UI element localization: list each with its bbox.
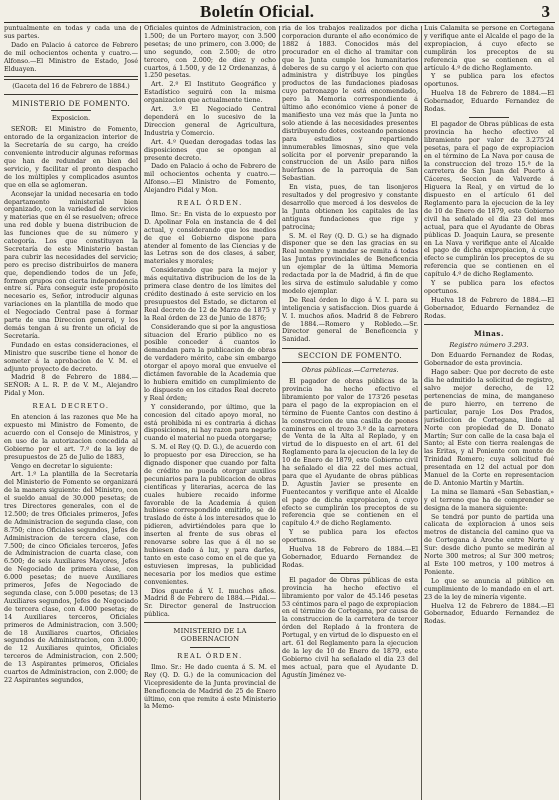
column-1	[4, 25, 138, 800]
paragraph: Ilmo. Sr.: En vista de lo expuesto por D. Apolinar Fola en instancia de 4 del actual, y considerando que los medios de que el Gobierno dispone para atender al fomento de las Ciencias y de las Letras son de dos clases, á saber, materiales y morales;	[144, 209, 276, 266]
masthead	[0, 0, 559, 24]
section-rule	[4, 76, 138, 79]
short-rule	[190, 647, 230, 648]
paragraph: S. M. el Rey (Q. D. G.), de acuerdo con lo propuesto por esa Direccion, se ha dignado disponer que cuando por falta de crédito no pueda otorgar auxilios pecuniarios para la publicacion de obras científicas y literarias, acerca de las cuales hubiere recaido informe favorable de la Academia á quien hubiese correspondido emitirlo, se dé traslado de éste á los interesados que lo pidieren, advirtiéndoles para que lo inserten al frente de sus obras el renovarse sobre las que á él no se hubiesen dado á luz, y para darles, tanto en este caso como en el de que ya estuviesen impresas, la publicidad necesaria por los medios que estime convenientes.	[144, 443, 276, 586]
paragraph: Lo que se anuncia al público en cumplimiento de lo mandado en el art. 23 de la ley de minería vigente.	[424, 576, 554, 601]
paragraph: De Real órden lo digo á V. I. para su inteligencia y satisfaccion. Dios guarde á V. I. muchos años. Madrid 8 de Febrero de 1884.—Romero y Robledo.—Sr. Director general de Beneficencia y Sanidad.	[282, 295, 418, 344]
publication-title: Boletín Oficial.	[200, 2, 315, 21]
gazette-citation: (Gaceta del 16 de Febrero de 1884.)	[12, 81, 130, 90]
paragraph: Huelva 12 de Febrero de 1884.—El Gobernador, Eduardo Fernandez de Rodas.	[424, 601, 554, 626]
short-rule	[469, 117, 509, 118]
paragraph: Luis Calamita se persone en Cortegana y verifique ante el Alcalde el pago de la expropiacion, á cuyo efecto se cumplirán los preceptos de su referencia que se contienen en el artículo 4.º de dicho Reglamento.	[424, 25, 554, 72]
paragraph: Fundado en estas consideraciones, el Ministro que suscribe tiene el honor de someter á la aprobacion de V. M. el adjunto proyecto de decreto.	[4, 340, 138, 373]
section-box	[282, 348, 418, 363]
section-rule	[144, 622, 276, 623]
real-orden-heading: REAL ÓRDEN.	[177, 651, 243, 660]
paragraph: Considerando que si por la angustiosa situacion del Erario público no es posible conceder á cuantos lo demandan para la publicacion de obras de verdadero mérito, cabe sin embargo otorgar el apoyo moral que envuelve el dictámen favorable de la Academia que lo hubiera emitido en cumplimiento de lo dispuesto en los citados Real decreto y Real órden;	[144, 322, 276, 402]
short-rule	[330, 573, 370, 574]
paragraph: Y se publica para los efectos oportunos.	[424, 72, 554, 89]
paragraph: En vista, pues, de tan lisonjeros resultados y del progresivo y constante desarrollo que merced á los desvelos de la Junta obtienen los capitales de las antiguas fundaciones que rige y patrocina;	[282, 183, 418, 231]
ministry-heading: MINISTERIO DE FOMENTO.	[11, 98, 131, 108]
paragraph: Don Eduardo Fernandez de Rodas, Gobernador de esta provincia.	[424, 351, 554, 368]
paragraph: Se tendrá por punto de partida una calicata de exploracion á unos seis metros de distancia del camino que va de Cortegana á Aroche entre Norte y Sur: desde dicho punto se medirán al Norte 300 metros; al Sur 300 metros; al Este 100 metros, y 100 metros á Poniente.	[424, 512, 554, 576]
column-3	[282, 25, 418, 800]
page-number: 3	[541, 2, 550, 21]
ministry-heading: MINISTERIO DE LA GOBERNACION	[173, 627, 247, 644]
paragraph: El pagador de Obras públicas de esta provincia ha hecho efectivo el libramiento por valor de 3.275'24 pesetas, para el pago de expropiacion en el término de La Nava por causa de la construccion del trozo 15.º de la carretera de San Juan del Puerto á Cáceres, Seccion de Valverde á Higuera la Real, y en virtud de lo dispuesto en el artículo 61 del Reglamento para la ejecucion de la ley de 10 de Enero de 1879, este Gobierno civil ha señalado el dia 23 del mes actual, para que el Ayudante de Obras públicas D. Joaquin Laura, se presente en La Nava y verifique ante el Alcalde el pago de dicha expropiacion, á cuyo efecto se cumplirán los preceptos de su referencia que se contienen en el capítulo 4.º de dicho Reglamento.	[424, 119, 554, 279]
paragraph: El pagador de Obras públicas de esta provincia ha hecho efectivo el libramiento por valor de 45.146 pesetas 53 céntimos para el pago de expropiacion en el término de Cortegana, por causa de la construccion de la carretera de tercer órden del Replado á la frontera de Portugal, y en virtud de lo dispuesto en el art. 61 del Reglamento para la ejecucion de la ley de 10 de Enero de 1879, este Gobierno civil ha señalado el dia 23 del mes actual, para que el Ayudante D. Agustín Jiménez ve-	[282, 575, 418, 679]
exposicion-heading: Exposicion.	[51, 114, 91, 123]
paragraph: Art. 4.º Quedan derogadas todas las disposiciones que se opongan al presente decreto.	[144, 137, 276, 162]
paragraph: Ilmo. Sr.: He dado cuenta á S. M. el Rey (Q. D. G.) de la comunicacion del Vicepresidente de la Junta provincial de Beneficencia de Madrid de 25 de Enero último, con que remite á este Ministerio la Memo-	[144, 662, 276, 711]
paragraph: Considerando que para la mejor y más equitativa distribucion de los de la primera clase dentro de los límites del crédito destinado á este servicio en los presupuestos del Estado, se dictaron el Real decreto de 12 de Marzo de 1875 y la Real órden de 23 de Junio de 1876;	[144, 266, 276, 322]
registro-heading: Registro número 3.293.	[449, 340, 529, 349]
paragraph: Vengo en decretar lo siguiente:	[11, 461, 113, 470]
subsection-heading: Obras públicas.—Carreteras.	[301, 366, 399, 375]
real-decreto-heading: REAL DECRETO.	[32, 402, 110, 411]
paragraph: La mina se llamará «San Sebastian,» y el terreno que ha de comprender se designa de la manera siguiente:	[424, 487, 554, 512]
paragraph: ria de los trabajos realizados por dicha corporacion durante el año económico de 1882 á 1883. Conocidos más del procurador en el dicho al tramitar con que la Junta cumple los humanitarios deberes de su cargo y el acierto con que administra y distribuye los pingües productos de las fundaciones piadosas cuyo patronazgo le está encomendado, pero la Memoria correspondiente á último año económico viene á poner de manifiesto una vez más que la Junta no solo atiende á las necesidades presentes distribuyendo dotes, costeando pensiones para estudios y repartiendo innumerables limosnas, sino que vela solícita por el porvenir preparando la construccion de un Asilo para niños huérfanos de la parroquia de San Sebastian.	[282, 25, 418, 183]
minas-heading: Minas.	[473, 328, 504, 338]
paragraph: Dado en Palacio á catorce de Febrero de mil ochocientos ochenta y cuatro.—Alfonso.—El Ministro de Estado, José Elduayen.	[4, 40, 138, 73]
paragraph: Hago saber: Que por decreto de este dia he admitido la solicitud de registro, salvo mejor derecho, de 12 pertenencias de mina, de manganeso de puro hierro, en terreno de particular, paraje Los Dos Prados, jurisdiccion de Cortegana, linde al Norte con propiedad de D. Donato Martín; Sur con calle de la casa baja el Santo; al Este con tierra realengas de las Eritas, y al Poniente con monte de Trinidad Romero; cuya solicitud fué presentada en 12 del actual por don Manuel de la Corte en representacion de D. Antonio Martín y Martín.	[424, 368, 554, 487]
paragraph: Y se publica para los efectos oportunos.	[282, 528, 418, 545]
paragraph: puntualmente en todas y cada una de sus partes.	[4, 25, 138, 40]
section-heading: SECCION DE FOMENTO.	[297, 351, 403, 361]
paragraph: Art. 1.º La plantilla de la Secretaría del Ministerio de Fomento se organizará de la manera siguiente: del Ministro, con el sueldo anual de 30.000 pesetas; de tres Directores generales, con el de 12.500; de tres Oficiales primeros, Jefes de Administracion de segunda clase, con 8.750; cinco Oficiales segundos, Jefes de Administracion de tercera clase, con 7.500; de cinco Oficiales terceros, Jefes de Administracion de cuarta clase, con 6.500; de seis Auxiliares Mayores, Jefes de Negociado de primera clase, con 6.000 pesetas; de nueve Auxiliares primeros, Jefes de Negociado de segunda clase, con 5.000 pesetas; de 13 Auxiliares segundos, Jefes de Negociado de tercera clase, con 4.000 pesetas; de 14 Auxiliares terceros, Oficiales primeros de Administracion, con 3.500; de 18 Auxiliares cuartos, Oficiales segundos de Administracion, con 3.000; de 12 Auxiliares quintos, Oficiales terceros de Administracion, con 2.500; de 13 Aspirantes primeros, Oficiales cuartos de Administracion, con 2.000; de 22 Aspirantes segundos,	[4, 470, 138, 684]
paragraph: El pagador de obras públicas de la provincia ha hecho efectivo el libramiento por valor de 173'26 pesetas para el pago de la expropiacion en el término de Fuente Cantos con destino á la construccion de una casilla de peones camineros en el trozo 3.º de la carretera de Venta de la Alta al Replado, y en virtud de lo dispuesto en el art. 61 del Reglamento para la ejecucion de la ley de 10 de Enero de 1879, este Gobierno civil ha señalado el dia 22 del mes actual, para que el Ayudante de obras públicas D. Agustín Javier se presente en Fuentecantos y verifique ante el Alcalde el pago de dicha expropiacion, á cuyo efecto se cumplirán los preceptos de su referencia que se contienen en el capítulo 4.º de dicho Reglamento.	[282, 377, 418, 528]
paragraph: Art. 2.º El Instituto Geográfico y Estadístico seguirá con la misma organizacion que actualmente tiene.	[144, 80, 276, 105]
paragraph: Art. 3.º El Negociado Central dependerá en lo sucesivo de la Direccion general de Agricultura, Industria y Comercio.	[144, 105, 276, 137]
real-orden-heading: REAL ÓRDEN.	[177, 199, 243, 208]
section-rule	[424, 324, 554, 325]
paragraph: Y considerando, por último, que la concesion del citado apoyo moral, no está prohibida ni es contraria á dichas disposiciones, ni hay razon para negarlo cuando el material no pueda otorgarse;	[144, 402, 276, 443]
section-rule	[4, 94, 138, 95]
column-divider	[279, 26, 280, 800]
column-divider	[421, 26, 422, 800]
paragraph: Aconsejar la unidad necesaria en todo departamento ministerial bien organizado, con la variedad de servicios y materias que en él se resuelven; ofrece una red doble y buena distribucion de las funciones que de su número y categoría. Los que constituyen la Secretaría de este Ministerio bastan para cubrir las necesidades del servicio; pero es preciso distribuirlos de manera que, dependiendo todos de un Jefe, formen grupos con cierta independencia entre sí. Para conseguir este propósito necesario es, Señor, introducir algunas variaciones en la plantilla de modo que el Negociado Central pase á formar parte de una Direccion general, y los demás tengan á su frente un oficial de Secretaría.	[4, 189, 138, 340]
paragraph: En atencion á las razones que Me ha expuesto mi Ministro de Fomento, de acuerdo con el Consejo de Ministros, y en uso de la autorizacion concedida al Gobierno por el art. 7.º de la ley de presupuestos de 25 de Julio de 1883,	[4, 413, 138, 461]
paragraph: Huelva 18 de Febrero de 1884.—El Gobernador, Eduardo Fernandez de Rodas.	[282, 545, 418, 569]
paragraph: Huelva 18 de Febrero de 1884.—El Gobernador, Eduardo Fernandez de Rodas.	[424, 295, 554, 320]
column-2	[144, 25, 276, 800]
paragraph: Y se publica para los efectos oportunos.	[424, 279, 554, 295]
short-rule	[51, 110, 91, 111]
paragraph: Oficiales quintos de Administracion, con 1.500; de un Portero mayor, con 3.500 pesetas; de uno primero, con 3.000; de uno segundo, con 2.500; de otro tercero, con 2.000; de diez y ocho cuartos, á 1.500, y de 12 Ordenanzas, á 1.250 pesetas.	[144, 25, 276, 80]
paragraph: Madrid 8 de Febrero de 1884.—SEÑOR: A L. R. P. de V. M., Alejandro Pidal y Mon.	[4, 373, 138, 398]
masthead-rule	[4, 22, 555, 23]
paragraph: S. M. el Rey (Q. D. G.) se ha dignado disponer que se den las gracias en su Real nombre y mandar se remita á todas las Juntas provinciales de Beneficencia un ejemplar de la última Memoria redactada por la de Madrid, á fin de que les sirva de estímulo saludable y como modelo ejemplar.	[282, 231, 418, 295]
paragraph: Huelva 18 de Febrero de 1884.—El Gobernador, Eduardo Fernandez de Rodas.	[424, 89, 554, 114]
paragraph: SEÑOR: El Ministro de Fomento, entorado de la organizacion interior de la Secretaría de su cargo, ha creído conveniente introducir algunas reformas que han de redundar en bien del servicio, y facilitar el pronto despacho de los múltiples y complicados asuntos que en ella se aglomeran.	[4, 125, 138, 189]
paragraph: Dado en Palacio á ocho de Febrero de mil ochocientos ochenta y cuatro.—Alfonso.—El Ministro de Fomento, Alejandro Pidal y Mon.	[144, 162, 276, 195]
paragraph: Dios guarde á V. I. muchos años. Madrid 8 de Febrero de 1884.—Pidal.—Sr. Director general de Instruccion pública.	[144, 586, 276, 619]
column-4	[424, 25, 554, 800]
column-divider	[140, 26, 141, 800]
